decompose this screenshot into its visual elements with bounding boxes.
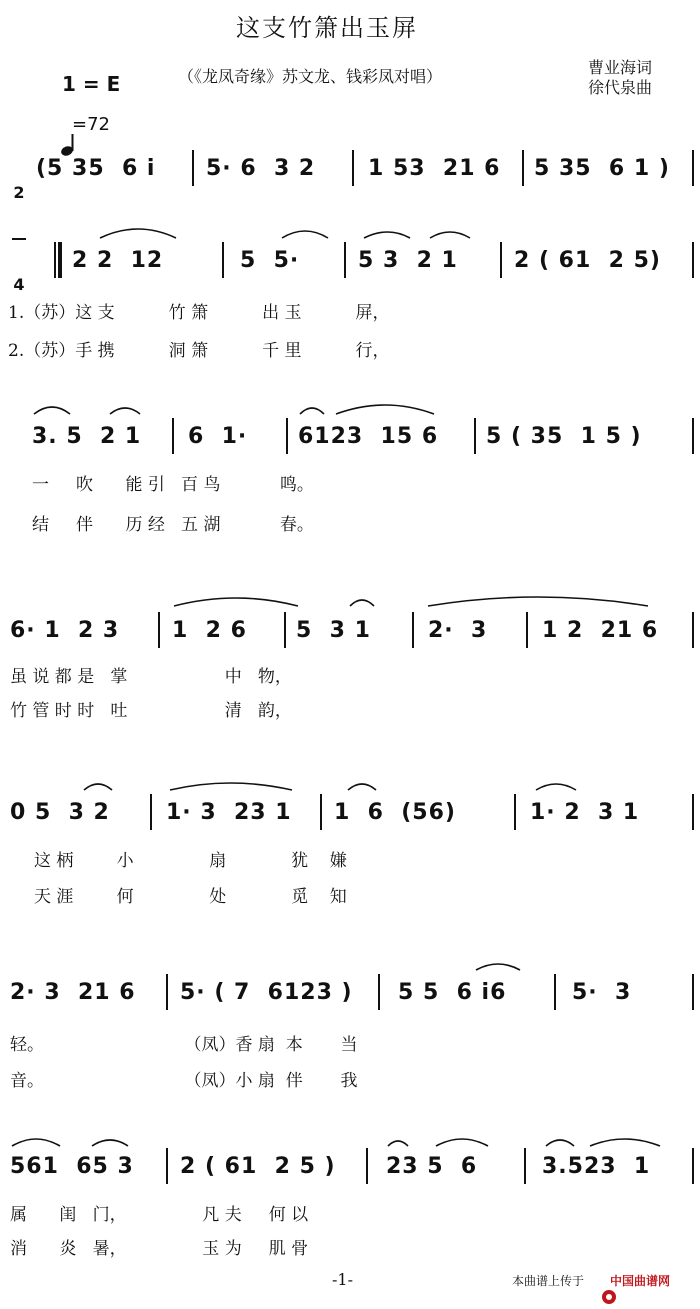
site-logo-text: 中国曲谱网 — [610, 1274, 671, 1288]
slur — [110, 408, 140, 414]
slur — [388, 1141, 408, 1146]
measure: 1· 2 3 1 — [530, 800, 640, 825]
measure: 2· 3 21 6 — [10, 980, 136, 1005]
lyrics-verse-2: 消 炎 暑， 玉 为 肌 骨 — [10, 1239, 309, 1259]
tempo-marking: =72 — [72, 114, 110, 135]
key-signature: 1 = E — [62, 72, 121, 96]
slur — [430, 232, 470, 238]
time-signature-top: 2 — [13, 183, 25, 202]
measure: 2 2 12 — [72, 248, 164, 273]
upload-note: 本曲谱上传于 — [512, 1274, 585, 1288]
measure: 3.523 1 — [542, 1154, 651, 1179]
lyrics-verse-1: 1.（苏）这 支 竹 箫 出 玉 屏， — [8, 303, 390, 323]
lyrics-verse-2: 竹 管 时 时 吐 清 韵， — [10, 701, 292, 721]
slur — [428, 597, 648, 606]
measure: 2 ( 61 2 5) — [514, 248, 661, 273]
slur — [84, 784, 112, 790]
measure: 561 65 3 — [10, 1154, 134, 1179]
measure: 1 53 21 6 — [368, 156, 501, 181]
lyrics-verse-2: 2.（苏）手 携 洞 箫 千 里 行， — [8, 341, 390, 361]
measure: 5· 3 — [572, 980, 632, 1005]
subtitle: （《龙凤奇缘》苏文龙、钱彩凤对唱） — [178, 67, 443, 86]
measure: 2 ( 61 2 5 ) — [180, 1154, 336, 1179]
slur — [536, 784, 576, 790]
lyricist-credit: 曹业海词 — [588, 58, 653, 77]
slur — [476, 964, 520, 970]
slur — [174, 598, 298, 606]
measure: 6123 15 6 — [298, 424, 439, 449]
slur — [348, 784, 376, 790]
slur — [170, 783, 292, 790]
measure: 5 5 6 i6 — [398, 980, 507, 1005]
measure: 5· 6 3 2 — [206, 156, 316, 181]
measure: 5· ( 7 6123 ) — [180, 980, 353, 1005]
lyrics-verse-1: 一 吹 能 引 百 鸟 鸣。 — [32, 475, 314, 495]
measure: 5 5· — [240, 248, 300, 273]
measure: 23 5 6 — [386, 1154, 478, 1179]
page-title: 这支竹箫出玉屏 — [236, 14, 418, 42]
measure: 5 3 1 — [296, 618, 371, 643]
slur — [282, 231, 328, 238]
lyrics-verse-1: 这 柄 小 扇 犹 嫌 — [34, 851, 347, 871]
measure: 1 2 6 — [172, 618, 247, 643]
composer-credit: 徐代泉曲 — [588, 78, 653, 97]
measure: 2· 3 — [428, 618, 488, 643]
measure: 6· 1 2 3 — [10, 618, 120, 643]
slur — [100, 229, 176, 238]
measure: 5 ( 35 1 5 ) — [486, 424, 642, 449]
lyrics-verse-1: 轻。 （凤）香 扇 本 当 — [10, 1035, 358, 1055]
lyrics-verse-1: 属 闺 门， 凡 夫 何 以 — [10, 1205, 309, 1225]
slur — [590, 1139, 660, 1146]
slur — [336, 405, 434, 414]
measure: 0 5 3 2 — [10, 800, 110, 825]
slur — [436, 1139, 488, 1146]
measure: 5 35 6 1 ) — [534, 156, 670, 181]
measure: 3. 5 2 1 — [32, 424, 142, 449]
slur — [546, 1140, 574, 1146]
measure: 1 2 21 6 — [542, 618, 659, 643]
slur — [364, 232, 410, 238]
measure: 5 3 2 1 — [358, 248, 458, 273]
measure: 1 6 (56) — [334, 800, 456, 825]
slur — [34, 407, 70, 414]
slur — [92, 1140, 128, 1146]
slur — [350, 600, 374, 606]
lyrics-verse-1: 虽 说 都 是 掌 中 物， — [10, 667, 292, 687]
measure: (5 35 6 i — [36, 156, 156, 181]
slur — [12, 1139, 60, 1146]
lyrics-verse-2: 音。 （凤）小 扇 伴 我 — [10, 1071, 358, 1091]
measure: 1· 3 23 1 — [166, 800, 292, 825]
page-number: -1- — [332, 1270, 353, 1289]
time-signature-bottom: 4 — [13, 275, 25, 294]
site-logo-icon — [590, 1270, 608, 1286]
lyrics-verse-2: 天 涯 何 处 觅 知 — [34, 887, 347, 907]
measure: 6 1· — [188, 424, 248, 449]
lyrics-verse-2: 结 伴 历 经 五 湖 春。 — [32, 515, 314, 535]
slur — [300, 408, 324, 414]
